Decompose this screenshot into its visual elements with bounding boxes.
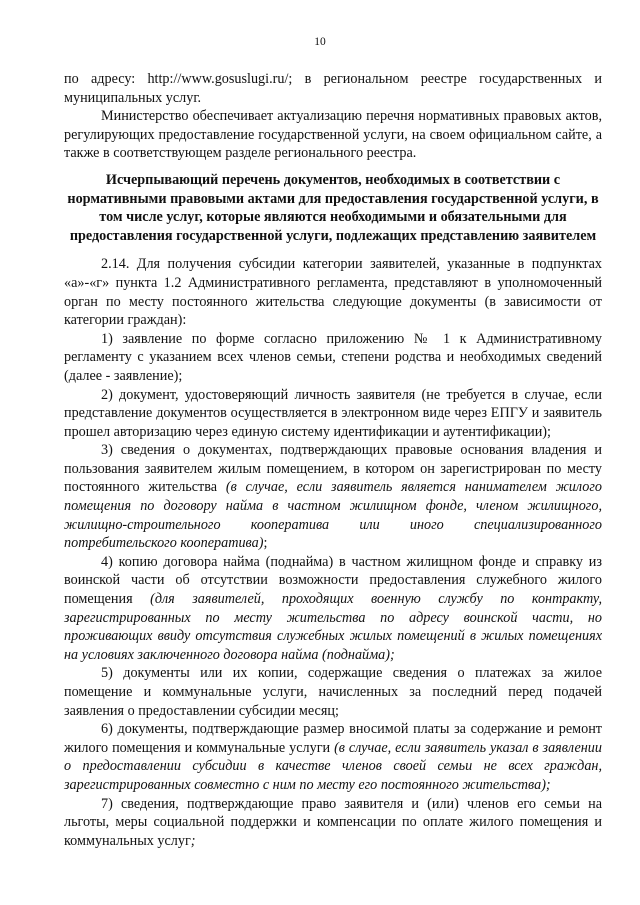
list-item-7 — [64, 795, 602, 851]
paragraph-ministry: Министерство обеспечивает актуализацию перечня нормативных правовых актов, регулирующих предоставление государственной услуги, на своем официальном сайте, а также в соответствующем разделе регионального реестра. — [64, 108, 602, 162]
list-item-4-text: 4) копию договора найма (поднайма) в частном жилищном фонде и справку из воинской части об отсутствии возможности предоставления служебного жилого помещения — [64, 553, 602, 608]
list-item-7-italic: ; — [190, 832, 196, 849]
list-item-6-italic: (в случае, если заявитель указал в заявлении о предоставлении субсидии в качестве членов своей семьи не всех граждан, зарегистрированных совместно с ним по месту его постоянного жительства); — [64, 739, 602, 793]
list-item-3-end: ; — [263, 535, 268, 552]
list-item-3-italic: (в случае, если заявитель является нанимателем жилого помещения по договору найма в частном жилищном фонде, членом жилищного, жилищно-строительного кооператива или иного специализированного потребительского кооператива) — [64, 479, 602, 552]
page-number: 10 — [314, 36, 326, 48]
list-item-5: 5) документы или их копии, содержащие сведения о платежах за жилое помещение и коммунальные услуги, начисленных за последний перед подачей заявления о предоставлении субсидии месяц; — [64, 665, 602, 719]
list-item-7-text: 7) сведения, подтверждающие право заявителя и (или) членов его семьи на льготы, меры социальной поддержки и компенсации по оплате жилого помещения и коммунальных услуг — [64, 795, 602, 849]
list-item-3-text: 3) сведения о документах, подтверждающих правовые основания владения и пользования заявителем жилым помещением, в котором он зарегистрирован по месту постоянного жительства — [64, 442, 602, 496]
list-item-2: 2) документ, удостоверяющий личность заявителя (не требуется в случае, если представление документов осуществляется в электронном виде через ЕПГУ и заявитель прошел авторизацию через единую систему идентификации и аутентификации); — [64, 386, 602, 440]
list-item-6-text: 6) документы, подтверждающие размер вносимой платы за содержание и ремонт жилого помещения и коммунальные услуги — [64, 721, 602, 756]
list-item-4 — [64, 553, 602, 665]
paragraph-gosuslugi-address: по адресу: http://www.gosuslugi.ru/; в региональном реестре государственных и муниципальных услуг. — [64, 71, 602, 106]
list-item-4-italic: (для заявителей, проходящих военную службу по контракту, зарегистрированных по месту жительства по адресу воинской части, но проживающих ввиду отсутствия служебных жилых помещений в жилых помещениях на условиях заключенного договора найма (поднайма); — [64, 591, 602, 663]
list-item-6 — [64, 720, 602, 794]
list-item-3 — [64, 441, 602, 553]
section-heading: Исчерпывающий перечень документов, необходимых в соответствии с нормативными правовыми актами для предоставления государственной услуги, в том числе услуг, которые являются необходимыми и обязательными для предоставления государственной услуги, подлежащих представлению заявителем — [67, 171, 599, 244]
document-body — [64, 70, 602, 850]
paragraph-2-14: 2.14. Для получения субсидии категории заявителей, указанные в подпунктах «а»-«г» пункта 1.2 Административного регламента, представляют в уполномоченный орган по месту постоянного жительства следующие документы (в зависимости от категории граждан): — [64, 256, 602, 329]
list-item-1: 1) заявление по форме согласно приложению № 1 к Административному регламенту с указанием всех членов семьи, степени родства и необходимых сведений (далее - заявление); — [64, 330, 602, 384]
